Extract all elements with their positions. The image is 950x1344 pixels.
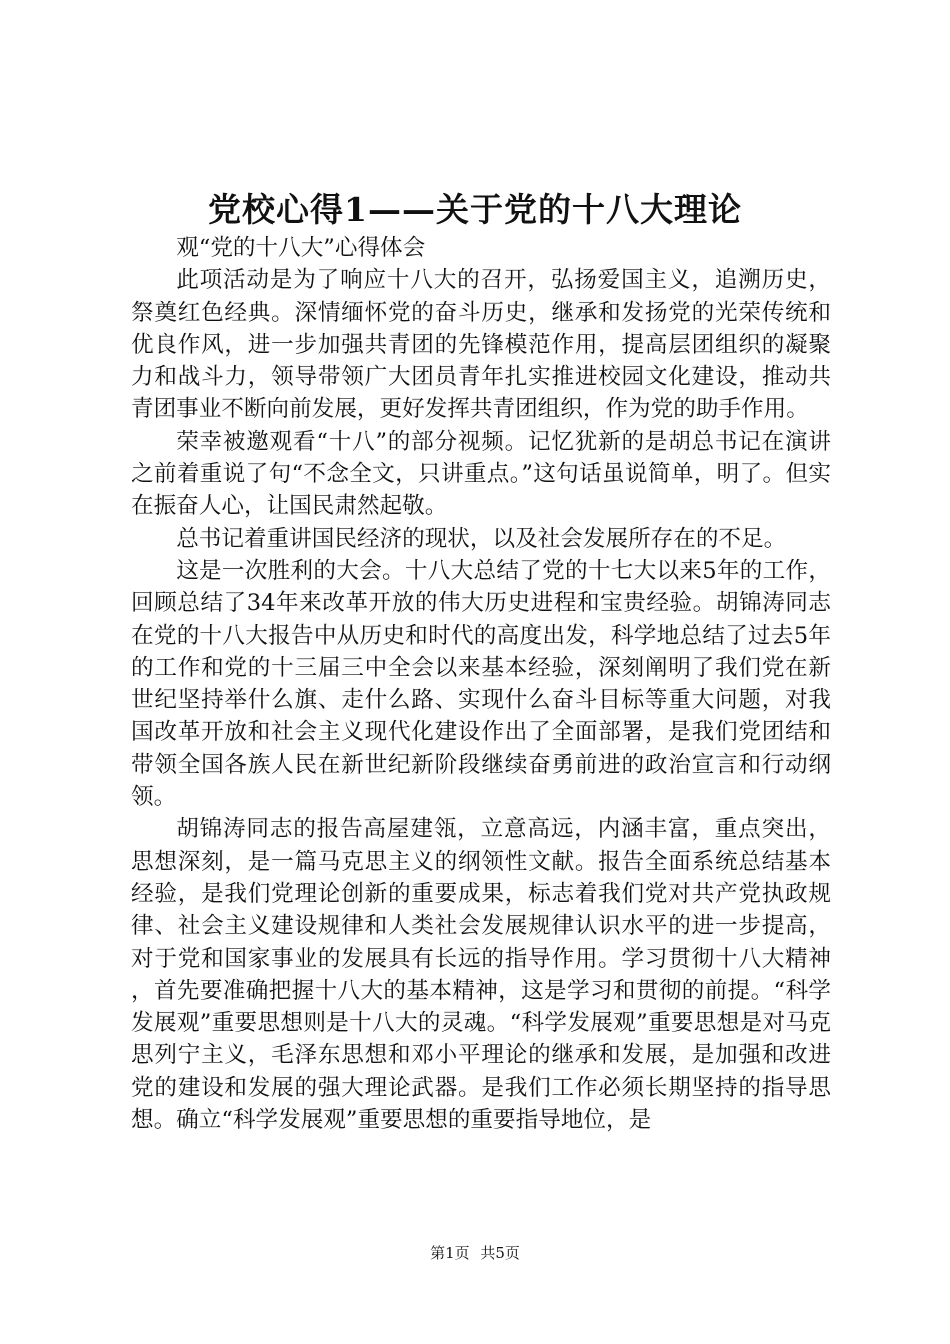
page-footer <box>0 1243 950 1263</box>
paragraph: 荣幸被邀观看“十八”的部分视频。记忆犹新的是胡总书记在演讲之前着重说了句“不念全文，只讲重点。”这句话虽说简单，明了。但实在振奋人心，让国民肃然起敬。 <box>131 428 831 520</box>
page-total: 共5页 <box>480 1244 520 1262</box>
page-number: 第1页 <box>430 1244 470 1262</box>
paragraph: 总书记着重讲国民经济的现状，以及社会发展所存在的不足。 <box>176 525 787 552</box>
document-title: 党校心得1——关于党的十八大理论 <box>208 190 742 229</box>
document-body <box>131 232 831 1136</box>
paragraph: 这是一次胜利的大会。十八大总结了党的十七大以来5年的工作，回顾总结了34年来改革开放的伟大历史进程和宝贵经验。胡锦涛同志在党的十八大报告中从历史和时代的高度出发，科学地总结了过去5年的工作和党的十三届三中全会以来基本经验，深刻阐明了我们党在新世纪坚持举什么旗、走什么路、实现什么奋斗目标等重大问题，对我国改革开放和社会主义现代化建设作出了全面部署，是我们党团结和带领全国各族人民在新世纪新阶段继续奋勇前进的政治宣言和行动纲领。 <box>131 557 831 811</box>
paragraph-subtitle: 观“党的十八大”心得体会 <box>176 235 426 261</box>
paragraph: 此项活动是为了响应十八大的召开，弘扬爱国主义，追溯历史，祭奠红色经典。深情缅怀党的奋斗历史，继承和发扬党的光荣传统和优良作风，进一步加强共青团的先锋模范作用，提高层团组织的凝聚力和战斗力，领导带领广大团员青年扎实推进校园文化建设，推动共青团事业不断向前发展，更好发挥共青团组织，作为党的助手作用。 <box>131 267 831 423</box>
paragraph: 胡锦涛同志的报告高屋建瓴，立意高远，内涵丰富，重点突出，思想深刻，是一篇马克思主义的纲领性文献。报告全面系统总结基本经验，是我们党理论创新的重要成果，标志着我们党对共产党执政规律、社会主义建设规律和人类社会发展规律认识水平的进一步提高，对于党和国家事业的发展具有长远的指导作用。学习贯彻十八大精神，首先要准确把握十八大的基本精神，这是学习和贯彻的前提。“科学发展观”重要思想则是十八大的灵魂。“科学发展观”重要思想是对马克思列宁主义，毛泽东思想和邓小平理论的继承和发展，是加强和改进党的建设和发展的强大理论武器。是我们工作必须长期坚持的指导思想。确立“科学发展观”重要思想的重要指导地位，是 <box>131 816 831 1134</box>
